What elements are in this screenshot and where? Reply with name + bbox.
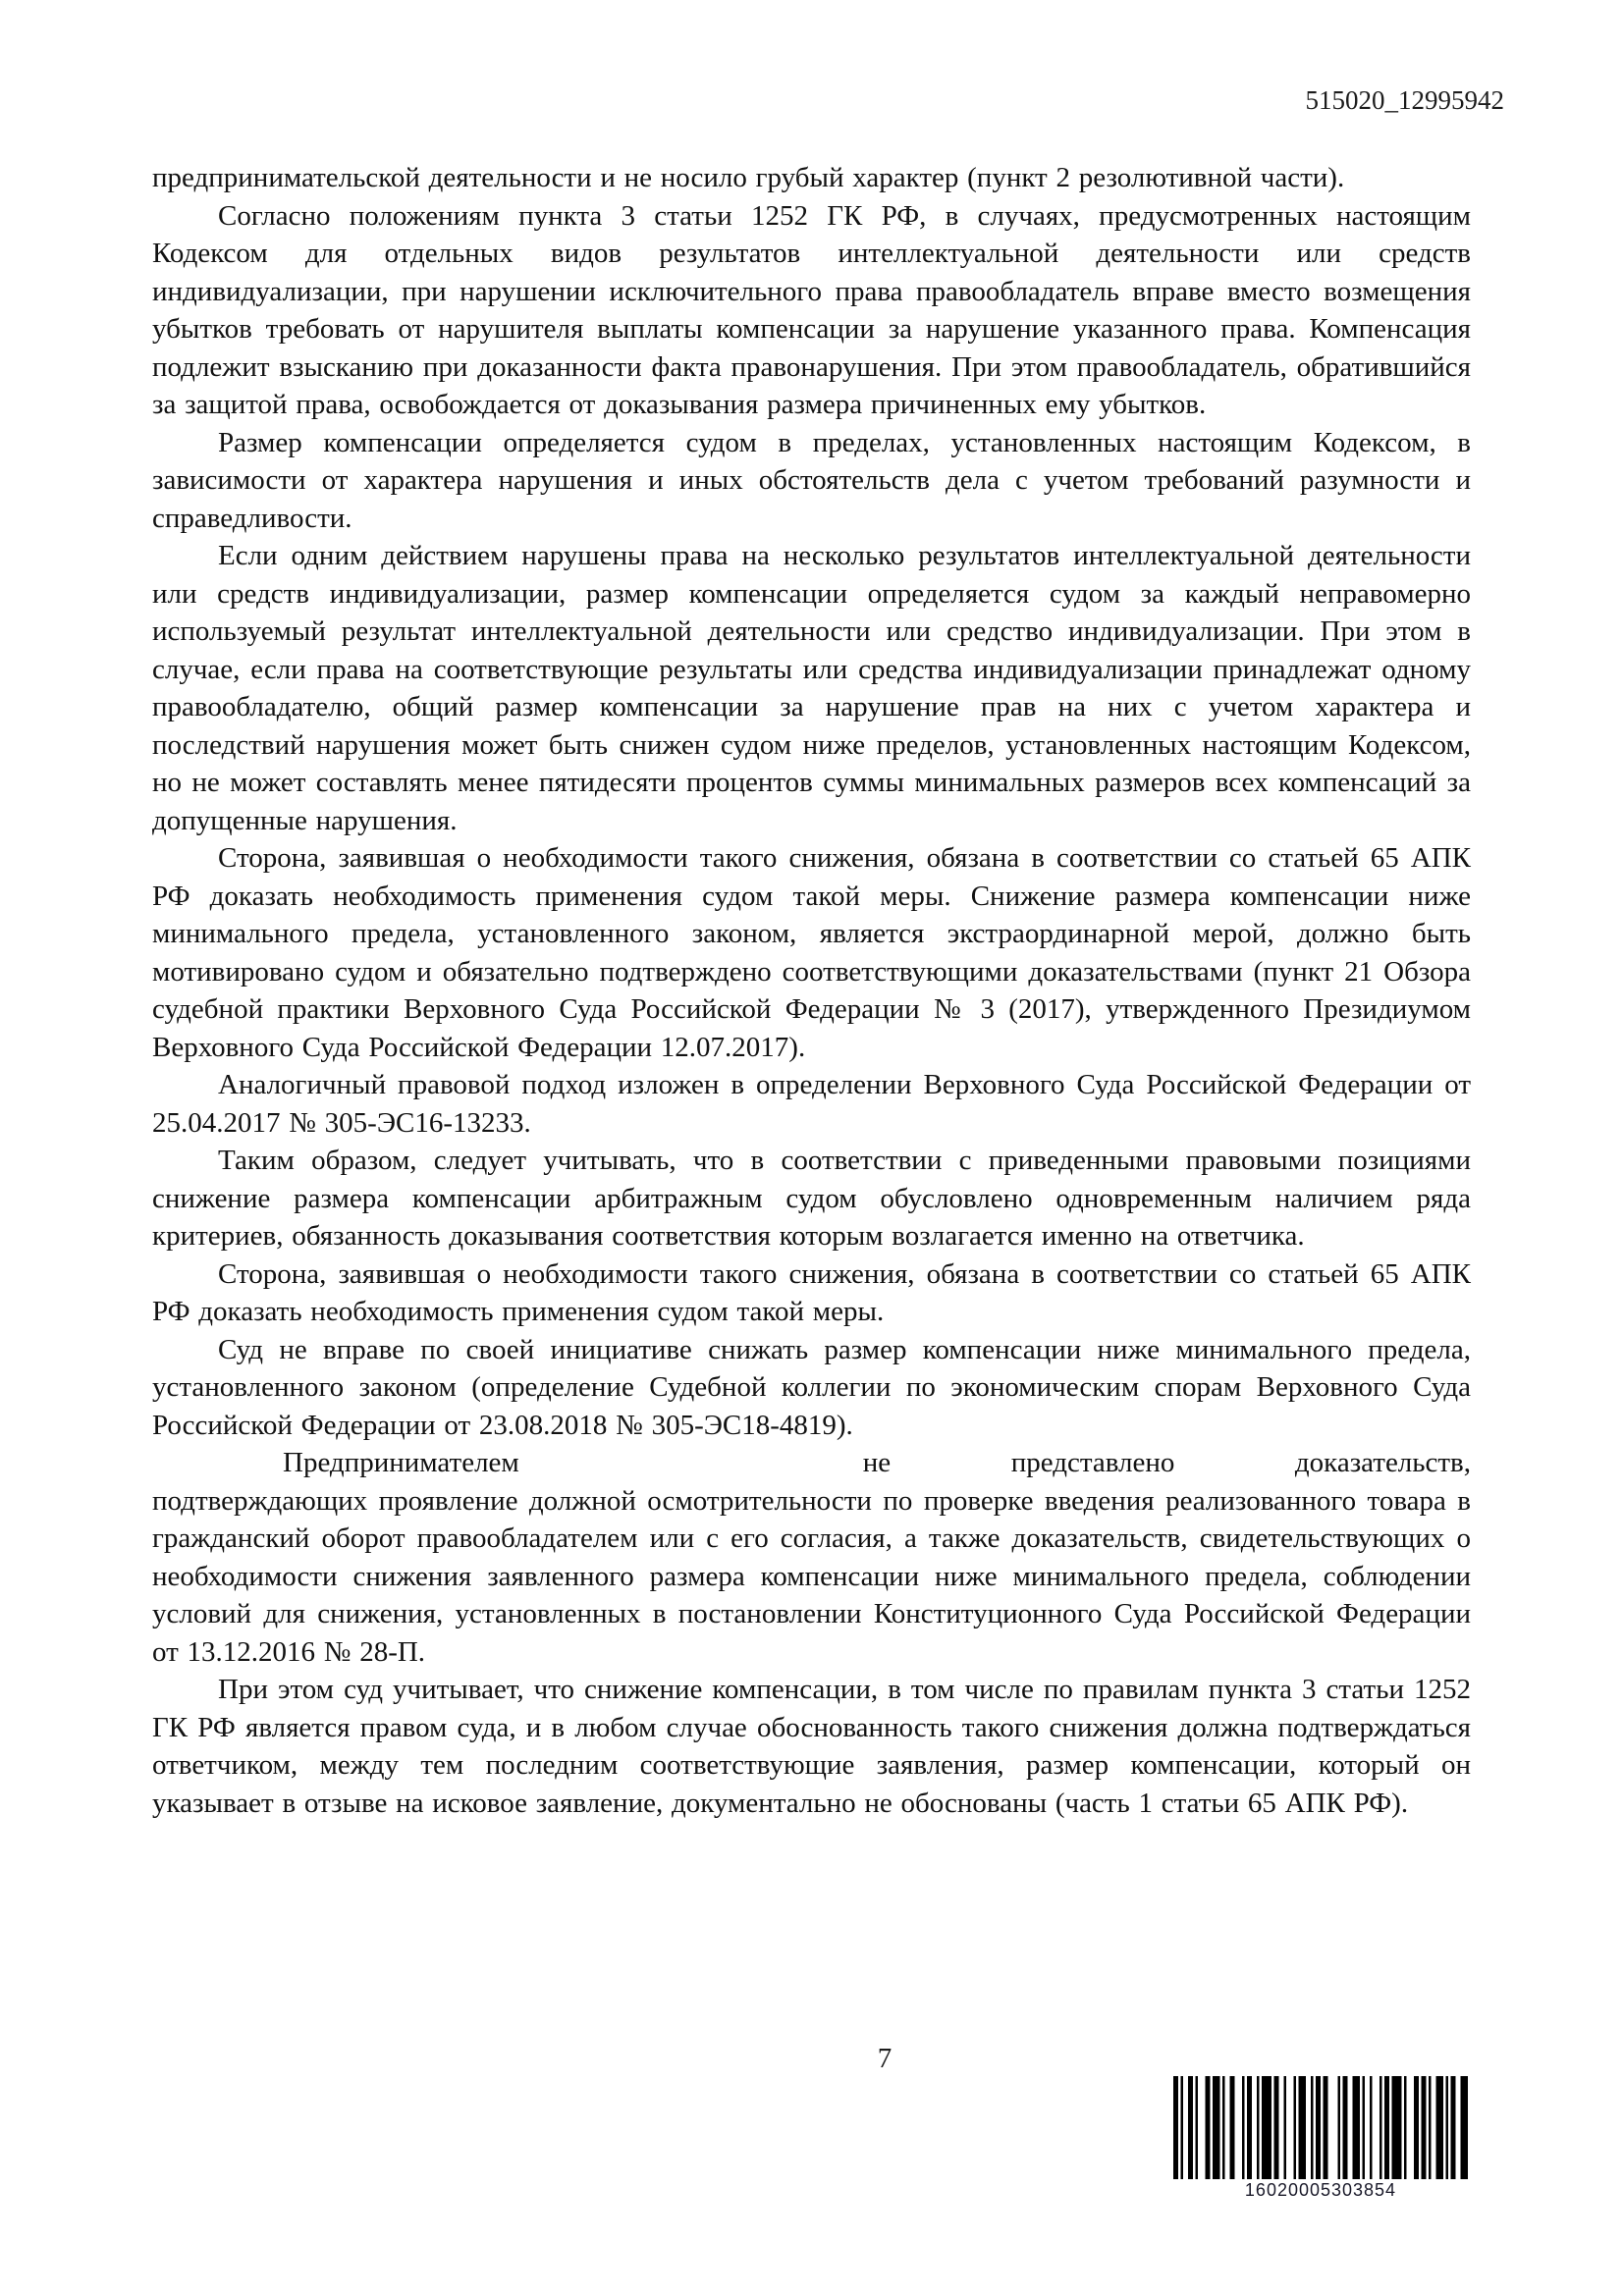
body-paragraph: Таким образом, следует учитывать, что в соответствии с приведенными правовыми позициями снижение размера компенсации арбитражным судом обусловлено одновременным наличием ряда критериев, обязанность доказывания соответствия которым возлагается именно на ответчика. <box>152 1145 1471 1252</box>
body-paragraph: Если одним действием нарушены права на несколько результатов интеллектуальной деятельности или средств индивидуализации, размер компенсации определяется судом за каждый неправомерно используемый результат интеллектуальной деятельности или средство индивидуализации. При этом в случае, если права на соответствующие результаты или средства индивидуализации принадлежат одному правообладателю, общий размер компенсации за нарушение прав на них с учетом характера и последствий нарушения может быть снижен судом ниже пределов, установленных настоящим Кодексом, но не может составлять менее пятидесяти процентов суммы минимальных размеров всех компенсаций за допущенные нарушения. <box>152 540 1471 836</box>
document-ref-number: 515020_12995942 <box>1305 85 1504 115</box>
body-paragraph: Сторона, заявившая о необходимости такого снижения, обязана в соответствии со статьей 65 АПК РФ доказать необходимость применения судом такой меры. <box>152 1257 1471 1327</box>
barcode <box>1173 2076 1468 2200</box>
body-paragraph: Размер компенсации определяется судом в пределах, установленных настоящим Кодексом, в зависимости от характера нарушения и иных обстоятельств дела с учетом требований разумности и справедливости. <box>152 426 1471 534</box>
body-paragraph <box>152 1444 1471 1671</box>
body-paragraph: Сторона, заявившая о необходимости такого снижения, обязана в соответствии со статьей 65 АПК РФ доказать необходимость применения судом такой меры. Снижение размера компенсации ниже минимального предела, установленного законом, является экстраординарной мерой, должно быть мотивировано судом и обязательно подтверждено соответствующими доказательствами (пункт 21 Обзора судебной практики Верховного Суда Российской Федерации № 3 (2017), утвержденного Президиумом Верховного Суда Российской Федерации 12.07.2017). <box>152 842 1471 1063</box>
body-paragraph: Аналогичный правовой подход изложен в определении Верховного Суда Российской Федерации от 25.04.2017 № 305-ЭС16-13233. <box>152 1069 1471 1139</box>
body-paragraph: предпринимательской деятельности и не носило грубый характер (пункт 2 резолютивной части). <box>152 162 1345 193</box>
body-paragraph: При этом суд учитывает, что снижение компенсации, в том числе по правилам пункта 3 статьи 1252 ГК РФ является правом суда, и в любом случае обоснованность такого снижения должна подтверждаться ответчиком, между тем последним соответствующие заявления, размер компенсации, который он указывает в отзыве на исковое заявление, документально не обоснованы (часть 1 статьи 65 АПК РФ). <box>152 1674 1471 1819</box>
redaction-gap <box>519 1470 863 1471</box>
document-body <box>152 159 1471 1822</box>
paragraph-text: не представлено доказательств, подтверждающих проявление должной осмотрительности по проверке введения реализованного товара в гражданский оборот правообладателем или с его согласия, а также доказательств, свидетельствующих о необходимости снижения заявленного размера компенсации ниже минимального предела, соблюдении условий для снижения, установленных в постановлении Конституционного Суда Российской Федерации от 13.12.2016 № 28-П. <box>152 1447 1471 1668</box>
barcode-image <box>1173 2076 1468 2179</box>
page-number: 7 <box>877 2043 893 2074</box>
barcode-number: 16020005303854 <box>1244 2180 1397 2200</box>
body-paragraph: Суд не вправе по своей инициативе снижать размер компенсации ниже минимального предела, установленного законом (определение Судебной коллегии по экономическим спорам Верховного Суда Российской Федерации от 23.08.2018 № 305-ЭС18-4819). <box>152 1333 1471 1441</box>
redacted-party-name: Предпринимателем <box>283 1447 519 1478</box>
body-paragraph: Согласно положениям пункта 3 статьи 1252 ГК РФ, в случаях, предусмотренных настоящим Кодексом для отдельных видов результатов интеллектуальной деятельности или средств индивидуализации, при нарушении исключительного права правообладатель вправе вместо возмещения убытков требовать от нарушителя выплаты компенсации за нарушение указанного права. Компенсация подлежит взысканию при доказанности факта правонарушения. При этом правообладатель, обратившийся за защитой права, освобождается от доказывания размера причиненных ему убытков. <box>152 199 1471 420</box>
